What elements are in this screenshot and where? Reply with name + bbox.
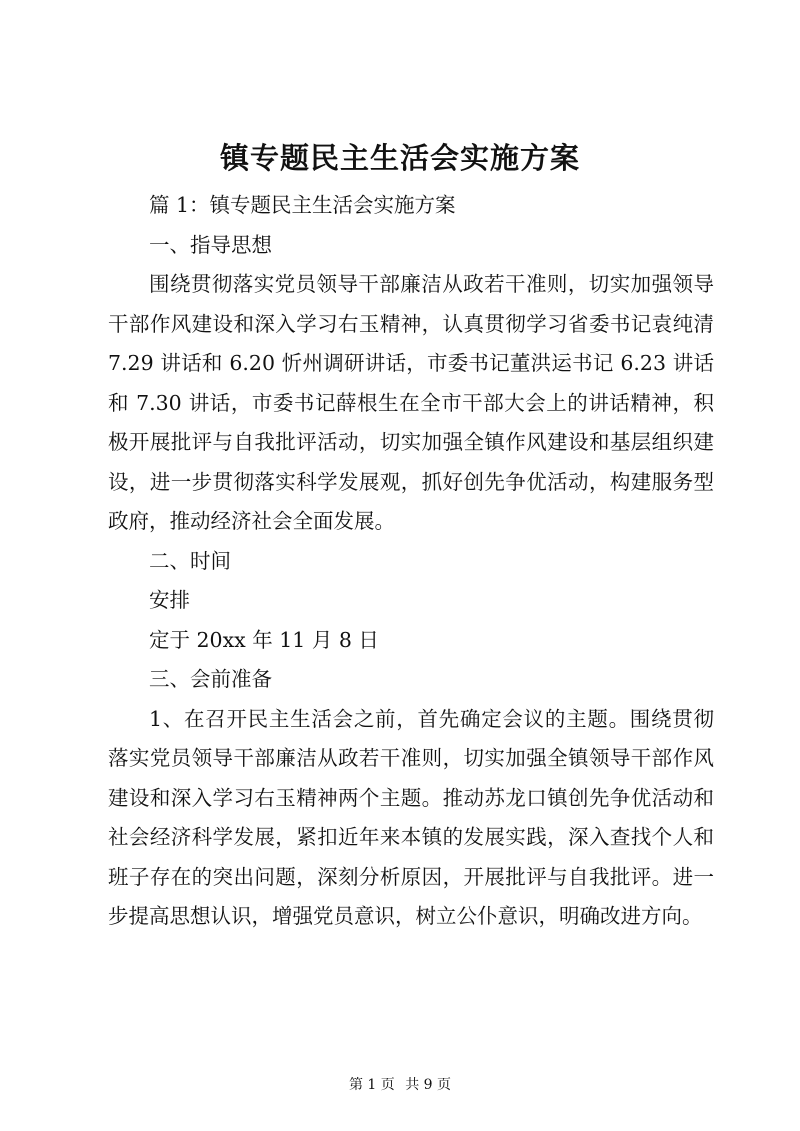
paragraph-arrangement: 安排 <box>149 588 190 612</box>
page-total: 共 9 页 <box>405 1077 452 1093</box>
section-heading-guiding-thought: 一、指导思想 <box>149 232 272 257</box>
paragraph-preparation-1: 1、在召开民主生活会之前，首先确定会议的主题。围绕贯彻落实党员领导干部廉洁从政若干准则，切实加强全镇领导干部作风建设和深入学习右玉精神两个主题。推动苏龙口镇创先争优活动和社会经济科学发展，紧扣近年来本镇的发展实践，深入查找个人和班子存在的突出问题，深刻分析原因，开展批评与自我批评。进一步提高思想认识，增强党员意识，树立公仆意识，明确改进方向。 <box>108 706 714 928</box>
page-number: 第 1 页 <box>348 1077 395 1093</box>
document-title: 镇专题民主生活会实施方案 <box>219 141 580 175</box>
paragraph-guiding-thought: 围绕贯彻落实党员领导干部廉洁从政若干准则，切实加强领导干部作风建设和深入学习右玉精神，认真贯彻学习省委书记袁纯清 7.29 讲话和 6.20 忻州调研讲话，市委书记董洪运书记 6.23 讲话和 7.30 讲话，市委书记薛根生在全市干部大会上的讲话精神，积极开展批评与自我批评活动，切实加强全镇作风建设和基层组织建设，进一步贯彻落实科学发展观，抓好创先争优活动，构建服务型政府，推动经济社会全面发展。 <box>108 272 714 533</box>
page-footer <box>0 1075 800 1095</box>
section-heading-pian: 篇 1：镇专题民主生活会实施方案 <box>149 193 456 217</box>
section-heading-preparation: 三、会前准备 <box>149 667 272 691</box>
document-body <box>108 186 714 937</box>
paragraph-date: 定于 20xx 年 11 月 8 日 <box>149 627 379 652</box>
section-heading-time: 二、时间 <box>149 548 231 573</box>
